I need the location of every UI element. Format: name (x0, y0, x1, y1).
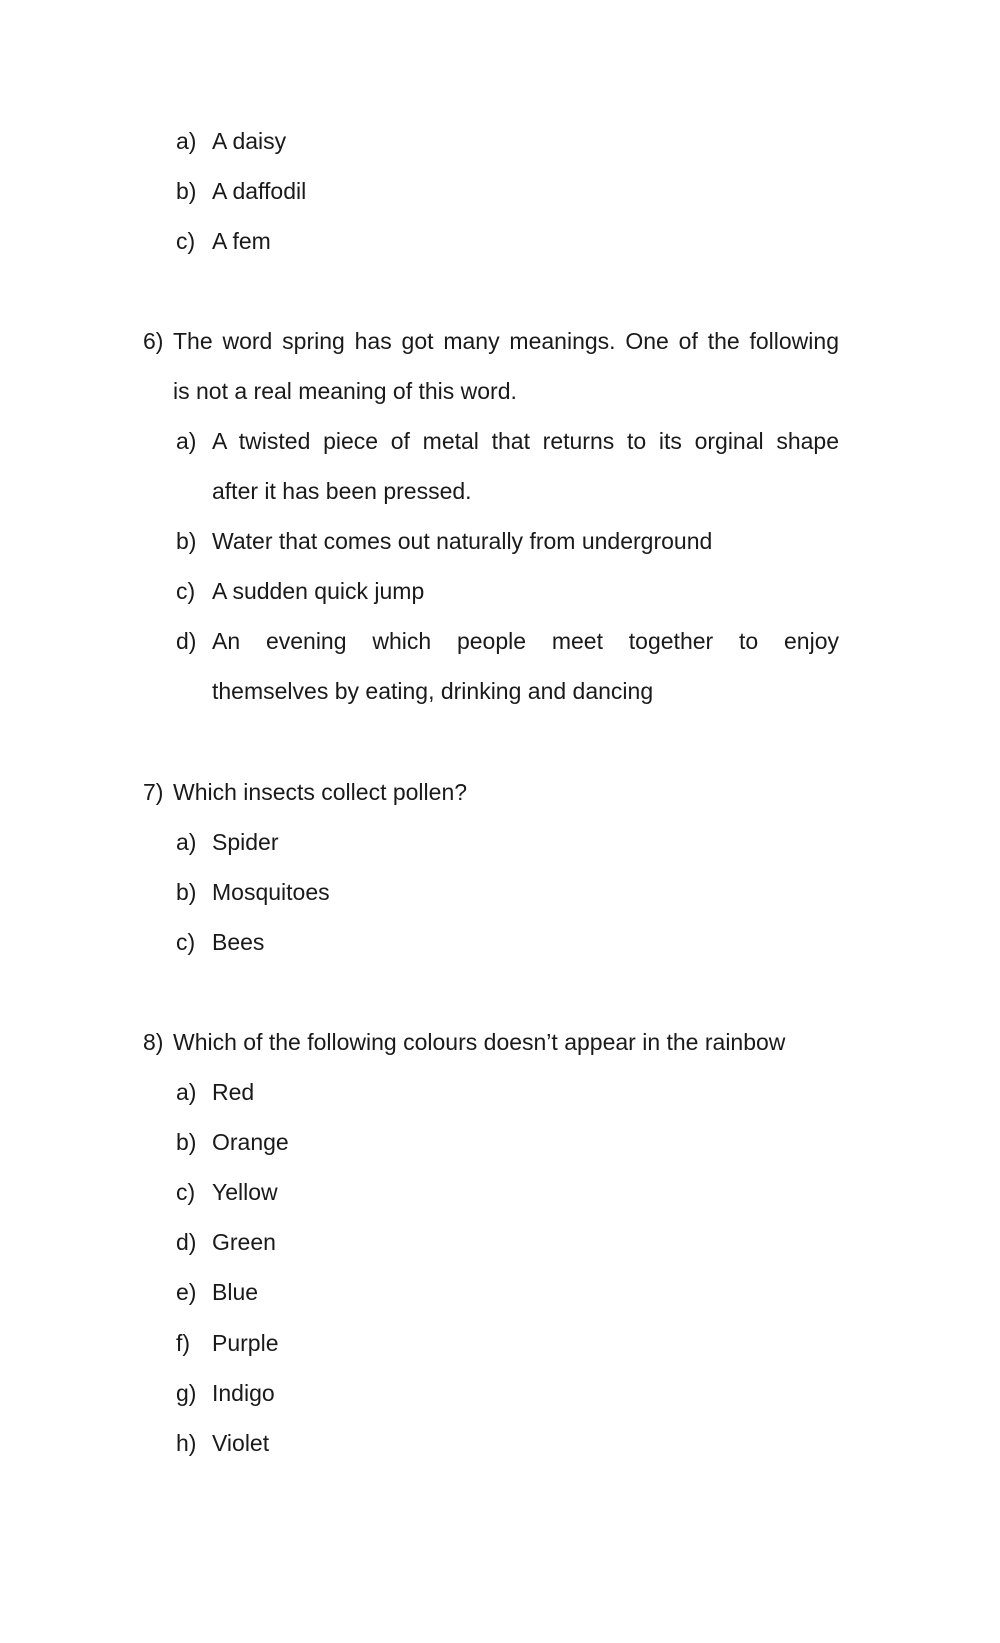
option-row[interactable] (0, 1328, 1000, 1358)
option-text: Yellow (212, 1179, 278, 1205)
option-row[interactable] (0, 1428, 1000, 1458)
option-row[interactable] (0, 1177, 1000, 1207)
option-text: A sudden quick jump (212, 578, 425, 604)
option-row[interactable] (0, 576, 1000, 606)
option-row[interactable] (0, 176, 1000, 206)
option-text: Violet (212, 1430, 270, 1456)
question-number: 8) (143, 1029, 164, 1055)
option-row[interactable] (0, 1127, 1000, 1157)
question-number: 7) (143, 779, 164, 805)
question-text-line (0, 1027, 1000, 1057)
option-row[interactable] (0, 1077, 1000, 1107)
option-label: a) (176, 128, 197, 154)
option-text: Spider (212, 829, 279, 855)
option-label: a) (176, 1079, 197, 1105)
option-row[interactable] (0, 1227, 1000, 1257)
option-row[interactable] (0, 1277, 1000, 1307)
option-text: A twisted piece of metal that returns to its orginal shape (212, 428, 839, 454)
option-row[interactable] (0, 226, 1000, 256)
question-text: is not a real meaning of this word. (173, 378, 517, 404)
question-text: The word spring has got many meanings. One of the following (173, 328, 839, 354)
question-text-line (0, 777, 1000, 807)
option-row[interactable] (0, 526, 1000, 556)
option-row[interactable] (0, 877, 1000, 907)
option-label: a) (176, 829, 197, 855)
option-label: g) (176, 1380, 197, 1406)
question-number: 6) (143, 328, 164, 354)
option-row[interactable] (0, 126, 1000, 156)
option-label: c) (176, 228, 196, 254)
option-label: b) (176, 178, 197, 204)
question-text: Which of the following colours doesn’t appear in the rainbow (173, 1029, 786, 1055)
option-text: Bees (212, 929, 265, 955)
option-row[interactable] (0, 626, 1000, 656)
option-row-continuation[interactable] (0, 676, 1000, 706)
option-text: Indigo (212, 1380, 275, 1406)
option-text: A fem (212, 228, 271, 254)
option-text: Orange (212, 1129, 289, 1155)
question-text-line (0, 326, 1000, 356)
option-label: d) (176, 1229, 197, 1255)
option-text: Water that comes out naturally from underground (212, 528, 713, 554)
option-row[interactable] (0, 426, 1000, 456)
option-row[interactable] (0, 1378, 1000, 1408)
option-label: h) (176, 1430, 197, 1456)
question-text-line (0, 376, 1000, 406)
option-label: b) (176, 879, 197, 905)
option-label: b) (176, 528, 197, 554)
option-label: c) (176, 578, 196, 604)
option-text: after it has been pressed. (212, 478, 472, 504)
option-row-continuation[interactable] (0, 476, 1000, 506)
option-text: Green (212, 1229, 276, 1255)
option-text: Blue (212, 1279, 259, 1305)
option-text: themselves by eating, drinking and dancing (212, 678, 654, 704)
option-text: Mosquitoes (212, 879, 330, 905)
option-text: Red (212, 1079, 255, 1105)
option-row[interactable] (0, 827, 1000, 857)
option-label: d) (176, 628, 197, 654)
option-label: a) (176, 428, 197, 454)
option-label: c) (176, 1179, 196, 1205)
option-label: e) (176, 1279, 197, 1305)
option-text: A daisy (212, 128, 287, 154)
option-label: b) (176, 1129, 197, 1155)
option-label: c) (176, 929, 196, 955)
option-label: f) (176, 1330, 191, 1356)
option-row[interactable] (0, 927, 1000, 957)
option-text: An evening which people meet together to enjoy (212, 628, 839, 654)
option-text: A daffodil (212, 178, 307, 204)
option-text: Purple (212, 1330, 279, 1356)
question-text: Which insects collect pollen? (173, 779, 468, 805)
